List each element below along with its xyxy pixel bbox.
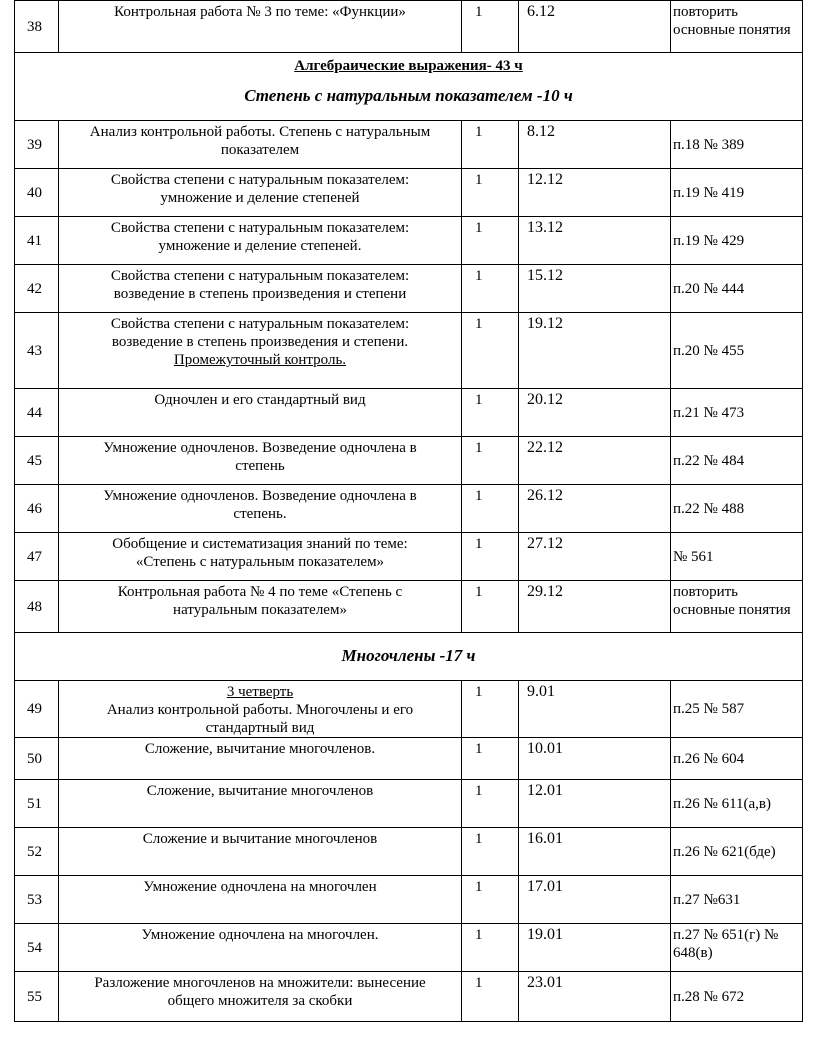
homework-line: № 561 <box>673 548 714 565</box>
lesson-hours <box>462 924 519 972</box>
lesson-homework <box>671 169 803 217</box>
lesson-date <box>519 581 671 633</box>
date-value: 27.12 <box>527 535 563 552</box>
date-value: 10.01 <box>527 740 563 757</box>
lesson-homework <box>671 780 803 828</box>
homework-line: п.26 № 621(бде) <box>673 843 776 860</box>
section-title: Алгебраические выражения- 43 ч <box>294 58 523 74</box>
lesson-homework <box>671 924 803 972</box>
lesson-date <box>519 169 671 217</box>
lesson-hours <box>462 217 519 265</box>
lesson-topic <box>59 485 462 533</box>
lesson-homework <box>671 738 803 780</box>
table-row <box>15 389 803 437</box>
lesson-hours <box>462 485 519 533</box>
lesson-homework <box>671 876 803 924</box>
homework-line: основные понятия <box>673 602 791 618</box>
lesson-topic <box>59 828 462 876</box>
lesson-date <box>519 121 671 169</box>
lesson-hours <box>462 121 519 169</box>
hours-value: 1 <box>475 831 483 847</box>
lesson-topic <box>59 389 462 437</box>
table-row <box>15 681 803 738</box>
lesson-hours <box>462 1 519 53</box>
homework-line: п.28 № 672 <box>673 988 745 1005</box>
lesson-number <box>15 533 59 581</box>
date-value: 12.12 <box>527 171 563 188</box>
lesson-number <box>15 828 59 876</box>
lesson-number-text: 44 <box>27 404 42 421</box>
section-subtitle: Степень с натуральным показателем -10 ч <box>244 86 573 105</box>
topic-line: общего множителя за скобки <box>167 993 353 1009</box>
lesson-number-text: 52 <box>27 843 42 860</box>
lesson-number <box>15 581 59 633</box>
lesson-hours <box>462 828 519 876</box>
section-algebraic-expressions <box>15 53 803 121</box>
lesson-number-text: 48 <box>27 598 42 615</box>
date-value: 9.01 <box>527 683 555 700</box>
lesson-number-text: 40 <box>27 184 42 201</box>
topic-line: Умножение одночлена на многочлен <box>143 879 377 895</box>
table-body-top <box>15 1 803 53</box>
lesson-hours <box>462 169 519 217</box>
lesson-number-text: 53 <box>27 891 42 908</box>
lesson-number-text: 45 <box>27 452 42 469</box>
hours-value: 1 <box>475 488 483 504</box>
lesson-topic <box>59 876 462 924</box>
lesson-number-text: 55 <box>27 988 42 1005</box>
topic-line: Разложение многочленов на множители: вынесение <box>94 975 426 991</box>
lesson-number <box>15 217 59 265</box>
lesson-number <box>15 437 59 485</box>
topic-line: степень. <box>233 506 287 522</box>
homework-line: п.26 № 611(а,в) <box>673 795 772 812</box>
topic-line: Обобщение и систематизация знаний по теме: <box>112 536 408 552</box>
date-value: 29.12 <box>527 583 563 600</box>
section-header-cell <box>15 53 803 121</box>
lesson-date <box>519 313 671 389</box>
lesson-topic <box>59 780 462 828</box>
hours-value: 1 <box>475 741 483 757</box>
lesson-number <box>15 265 59 313</box>
lesson-number <box>15 485 59 533</box>
section-title: Многочлены -17 ч <box>341 646 476 665</box>
lesson-date <box>519 828 671 876</box>
hours-value: 1 <box>475 172 483 188</box>
lesson-number-text: 42 <box>27 280 42 297</box>
homework-line: 648(в) <box>673 945 713 961</box>
topic-quarter-label: 3 четверть <box>226 684 294 700</box>
hours-value: 1 <box>475 124 483 140</box>
homework-line: п.18 № 389 <box>673 136 745 153</box>
homework-line: п.20 № 455 <box>673 342 745 359</box>
section-header-cell <box>15 633 803 681</box>
lesson-number <box>15 738 59 780</box>
lesson-homework <box>671 389 803 437</box>
lesson-number <box>15 169 59 217</box>
topic-line: возведение в степень произведения и степени <box>113 286 407 302</box>
lesson-number-text: 49 <box>27 701 42 717</box>
lesson-hours <box>462 389 519 437</box>
lesson-date <box>519 681 671 738</box>
table-row <box>15 972 803 1022</box>
table-row <box>15 780 803 828</box>
homework-line: п.20 № 444 <box>673 280 745 297</box>
lesson-hours <box>462 313 519 389</box>
lesson-number-text: 43 <box>27 342 42 359</box>
lesson-number-text: 46 <box>27 500 42 517</box>
lesson-homework <box>671 828 803 876</box>
lesson-number <box>15 972 59 1022</box>
lesson-number-text: 51 <box>27 795 42 812</box>
date-value: 15.12 <box>527 267 563 284</box>
topic-line: степень <box>235 458 285 474</box>
table-row <box>15 1 803 53</box>
lesson-number-text: 50 <box>27 750 42 767</box>
lesson-hours <box>462 265 519 313</box>
lesson-homework <box>671 681 803 738</box>
lesson-date <box>519 972 671 1022</box>
topic-line: умножение и деление степеней <box>160 190 360 206</box>
lesson-date <box>519 265 671 313</box>
topic-line: натуральным показателем» <box>173 602 347 618</box>
date-value: 22.12 <box>527 439 563 456</box>
table-body-polynomials <box>15 681 803 1022</box>
date-value: 19.01 <box>527 926 563 943</box>
lesson-date <box>519 1 671 53</box>
lesson-topic <box>59 1 462 53</box>
hours-value: 1 <box>475 4 483 20</box>
lesson-number <box>15 1 59 53</box>
lesson-topic <box>59 437 462 485</box>
homework-line: п.27 № 651(г) № <box>673 927 779 943</box>
homework-line: повторить <box>673 4 739 20</box>
topic-line: Сложение, вычитание многочленов <box>146 783 374 799</box>
hours-value: 1 <box>475 783 483 799</box>
topic-line: умножение и деление степеней. <box>158 238 362 254</box>
topic-line: Сложение и вычитание многочленов <box>142 831 378 847</box>
homework-line: п.21 № 473 <box>673 404 745 421</box>
lesson-topic <box>59 121 462 169</box>
lesson-topic <box>59 581 462 633</box>
topic-line: Контрольная работа № 3 по теме: «Функции» <box>114 4 406 20</box>
date-value: 26.12 <box>527 487 563 504</box>
lesson-homework <box>671 265 803 313</box>
lesson-homework <box>671 972 803 1022</box>
table-row <box>15 581 803 633</box>
lesson-hours <box>462 437 519 485</box>
table-row <box>15 169 803 217</box>
lesson-number <box>15 780 59 828</box>
lesson-hours <box>462 581 519 633</box>
table-row <box>15 217 803 265</box>
lesson-homework <box>671 437 803 485</box>
table-row <box>15 828 803 876</box>
topic-line: Анализ контрольной работы. Многочлены и его <box>106 702 414 718</box>
date-value: 8.12 <box>527 123 555 140</box>
homework-line: повторить <box>673 584 739 600</box>
topic-line: Одночлен и его стандартный вид <box>154 392 366 408</box>
lesson-number-text: 38 <box>27 18 42 35</box>
hours-value: 1 <box>475 927 483 943</box>
hours-value: 1 <box>475 316 483 332</box>
table-row <box>15 738 803 780</box>
lesson-homework <box>671 485 803 533</box>
homework-line: п.22 № 488 <box>673 500 745 517</box>
lesson-number <box>15 389 59 437</box>
lesson-number <box>15 681 59 738</box>
hours-value: 1 <box>475 879 483 895</box>
hours-value: 1 <box>475 584 483 600</box>
topic-line: стандартный вид <box>205 720 315 736</box>
date-value: 20.12 <box>527 391 563 408</box>
section-header-row <box>15 633 803 681</box>
topic-line: «Степень с натуральным показателем» <box>135 554 385 570</box>
lesson-number-text: 39 <box>27 136 42 153</box>
topic-line: Свойства степени с натуральным показателем: <box>110 316 410 332</box>
lesson-hours <box>462 681 519 738</box>
lesson-hours <box>462 780 519 828</box>
date-value: 19.12 <box>527 315 563 332</box>
lesson-topic <box>59 217 462 265</box>
lesson-hours <box>462 972 519 1022</box>
lesson-topic <box>59 533 462 581</box>
table-row <box>15 313 803 389</box>
lesson-hours <box>462 876 519 924</box>
lesson-number <box>15 924 59 972</box>
date-value: 17.01 <box>527 878 563 895</box>
homework-line: п.27 №631 <box>673 891 741 908</box>
lesson-date <box>519 437 671 485</box>
lesson-date <box>519 389 671 437</box>
date-value: 13.12 <box>527 219 563 236</box>
topic-line: Свойства степени с натуральным показателем: <box>110 172 410 188</box>
topic-line: Свойства степени с натуральным показателем: <box>110 220 410 236</box>
lesson-topic <box>59 681 462 738</box>
section-header-row <box>15 53 803 121</box>
hours-value: 1 <box>475 684 483 700</box>
topic-line: Контрольная работа № 4 по теме «Степень с <box>117 584 403 600</box>
homework-line: п.19 № 419 <box>673 184 745 201</box>
lesson-date <box>519 217 671 265</box>
lesson-number <box>15 121 59 169</box>
lesson-topic <box>59 924 462 972</box>
hours-value: 1 <box>475 268 483 284</box>
date-value: 16.01 <box>527 830 563 847</box>
lesson-topic <box>59 265 462 313</box>
lesson-number-text: 47 <box>27 548 42 565</box>
topic-line: Умножение одночленов. Возведение одночлена в <box>103 440 417 456</box>
topic-line: Свойства степени с натуральным показателем: <box>110 268 410 284</box>
lesson-date <box>519 780 671 828</box>
table-row <box>15 533 803 581</box>
topic-line: Умножение одночлена на многочлен. <box>141 927 379 943</box>
lesson-homework <box>671 1 803 53</box>
section-polynomials <box>15 633 803 681</box>
lesson-number-text: 41 <box>27 232 42 249</box>
lesson-date <box>519 876 671 924</box>
homework-line: п.26 № 604 <box>673 750 745 767</box>
hours-value: 1 <box>475 975 483 991</box>
lesson-number <box>15 313 59 389</box>
hours-value: 1 <box>475 440 483 456</box>
date-value: 23.01 <box>527 974 563 991</box>
lesson-number <box>15 876 59 924</box>
lesson-homework <box>671 121 803 169</box>
lesson-date <box>519 485 671 533</box>
topic-line: возведение в степень произведения и степени. <box>111 334 409 350</box>
lesson-number-text: 54 <box>27 939 42 956</box>
lesson-homework <box>671 313 803 389</box>
topic-line: Умножение одночленов. Возведение одночлена в <box>103 488 417 504</box>
table-row <box>15 924 803 972</box>
homework-line: п.19 № 429 <box>673 232 745 249</box>
lesson-topic <box>59 738 462 780</box>
topic-line: Сложение, вычитание многочленов. <box>144 741 376 757</box>
topic-line: Анализ контрольной работы. Степень с натуральным <box>89 124 431 140</box>
lesson-date <box>519 738 671 780</box>
hours-value: 1 <box>475 392 483 408</box>
lesson-topic <box>59 972 462 1022</box>
topic-line: показателем <box>220 142 300 158</box>
homework-line: основные понятия <box>673 22 791 38</box>
lesson-hours <box>462 533 519 581</box>
lesson-topic <box>59 313 462 389</box>
date-value: 6.12 <box>527 3 555 20</box>
lesson-homework <box>671 217 803 265</box>
table-row <box>15 121 803 169</box>
homework-line: п.25 № 587 <box>673 701 745 717</box>
table-row <box>15 437 803 485</box>
table-row <box>15 265 803 313</box>
lesson-homework <box>671 581 803 633</box>
date-value: 12.01 <box>527 782 563 799</box>
lesson-date <box>519 533 671 581</box>
lesson-plan-table <box>14 0 803 1022</box>
table-row <box>15 485 803 533</box>
lesson-hours <box>462 738 519 780</box>
lesson-date <box>519 924 671 972</box>
table-body-powers <box>15 121 803 633</box>
lesson-topic <box>59 169 462 217</box>
lesson-homework <box>671 533 803 581</box>
homework-line: п.22 № 484 <box>673 452 745 469</box>
hours-value: 1 <box>475 220 483 236</box>
hours-value: 1 <box>475 536 483 552</box>
topic-control-note: Промежуточный контроль. <box>173 352 347 368</box>
table-row <box>15 876 803 924</box>
